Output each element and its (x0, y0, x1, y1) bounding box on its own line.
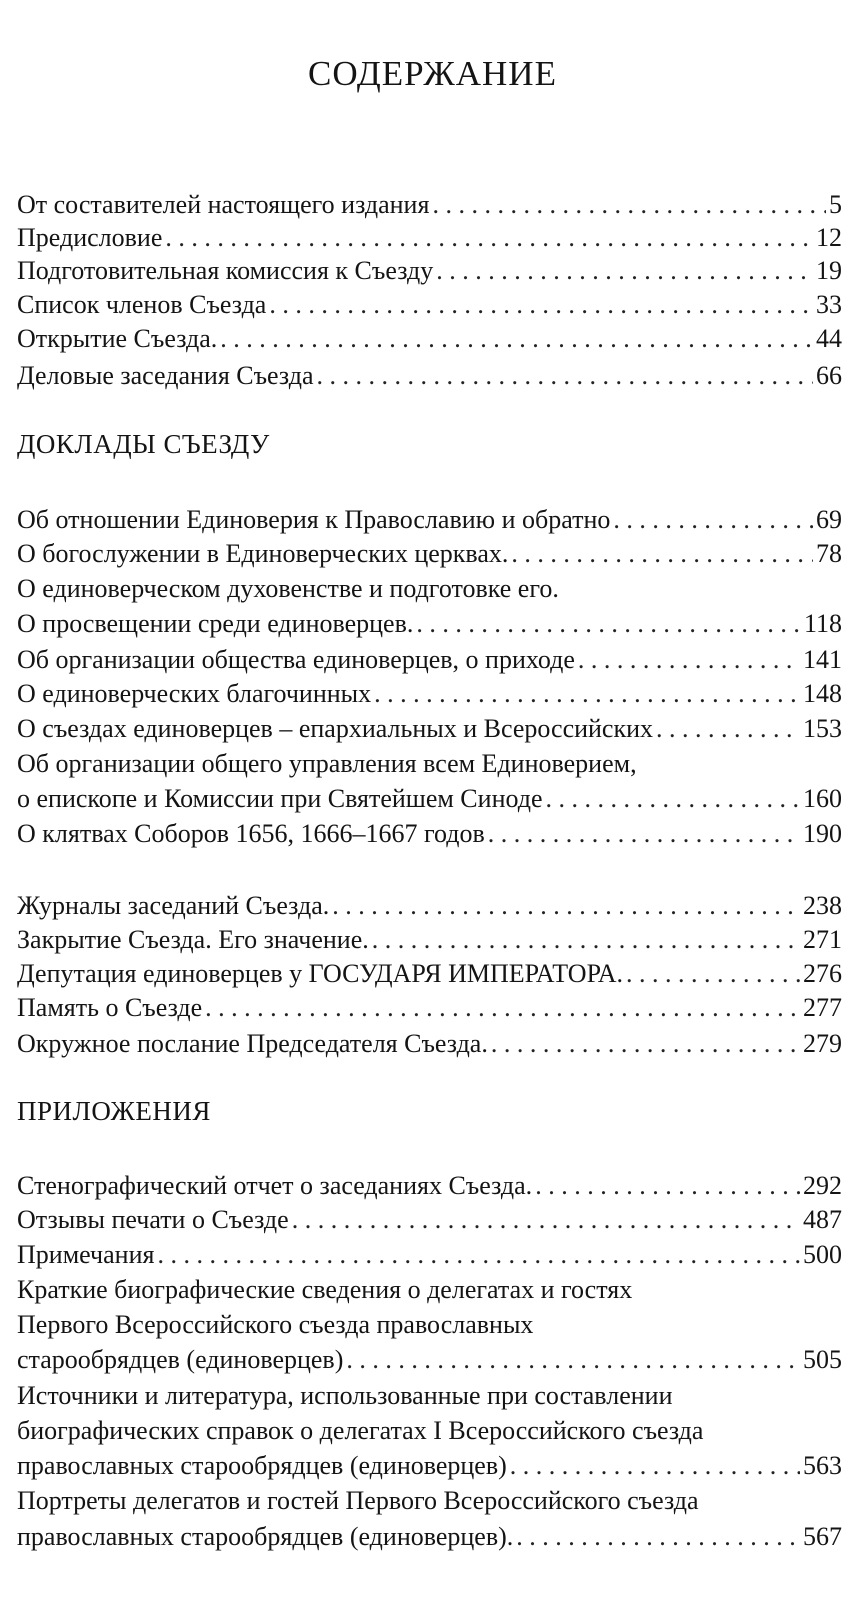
dot-leader (220, 320, 813, 358)
toc-entry-title: Подготовительная комиссия к Съезду (17, 256, 434, 285)
toc-entry-title: Стенографический отчет о заседаниях Съезда. (17, 1171, 533, 1200)
toc-entry-title: Примечания (17, 1240, 155, 1269)
toc-entry-title: православных старообрядцев (единоверцев). (17, 1522, 514, 1551)
toc-entry-page: 141 (803, 645, 842, 674)
dot-leader (491, 1025, 800, 1063)
dot-leader (317, 357, 814, 395)
toc-entry-page: 276 (803, 959, 842, 988)
dot-leader (269, 286, 813, 324)
toc-entry-title: Журналы заседаний Съезда. (17, 891, 330, 920)
toc-entry-title: Об организации общего управления всем Единоверием, (17, 749, 637, 778)
toc-entry-title: Деловые заседания Съезда (17, 361, 314, 390)
toc-entry-title: Первого Всероссийского съезда православных (17, 1310, 534, 1339)
toc-entry-title: Источники и литература, использованные при составлении (17, 1381, 673, 1410)
toc-entry[interactable] (17, 286, 842, 324)
dot-leader (516, 1518, 800, 1556)
toc-entry-title: Память о Съезде (17, 993, 203, 1022)
dot-leader (372, 921, 800, 959)
toc-entry-title: Об отношении Единоверия к Православию и обратно (17, 505, 611, 534)
dot-leader (346, 1341, 800, 1379)
toc-entry-page: 19 (816, 256, 842, 285)
toc-entry-title: православных старообрядцев (единоверцев) (17, 1451, 507, 1480)
toc-entry[interactable] (17, 1518, 842, 1556)
dot-leader (613, 501, 813, 539)
toc-entry-title: О просвещении среди единоверцев. (17, 609, 414, 638)
toc-entry-page: 160 (803, 784, 842, 813)
toc-entry[interactable] (17, 1341, 842, 1379)
toc-entry[interactable] (17, 887, 842, 925)
dot-leader (535, 1167, 800, 1205)
toc-entry[interactable] (17, 1447, 842, 1485)
toc-entry[interactable] (17, 1412, 842, 1450)
toc-entry-page: 505 (803, 1345, 842, 1374)
toc-entry-page: 66 (816, 361, 842, 390)
toc-entry-title: О клятвах Соборов 1656, 1666–1667 годов (17, 819, 485, 848)
toc-entry[interactable] (17, 252, 842, 290)
toc-entry[interactable] (17, 1377, 842, 1415)
toc-entry-page: 118 (803, 609, 842, 638)
toc-entry-page: 563 (803, 1451, 842, 1480)
toc-entry-title: Портреты делегатов и гостей Первого Всероссийского съезда (17, 1486, 699, 1515)
toc-entry-page: 153 (803, 714, 842, 743)
toc-entry[interactable] (17, 1167, 842, 1205)
toc-entry[interactable] (17, 675, 842, 713)
toc-entry[interactable] (17, 815, 842, 853)
toc-entry-page: 567 (803, 1522, 842, 1551)
toc-entry[interactable] (17, 535, 842, 573)
toc-entry-title: Краткие биографические сведения о делегатах и гостях (17, 1275, 633, 1304)
toc-entry[interactable] (17, 641, 842, 679)
toc-entry[interactable] (17, 501, 842, 539)
toc-entry-page: 190 (803, 819, 842, 848)
toc-entry[interactable] (17, 1236, 842, 1274)
dot-leader (416, 605, 801, 643)
toc-entry-page: 487 (803, 1205, 842, 1234)
toc-entry-page: 5 (829, 190, 842, 219)
toc-entry-title: О богослужении в Единоверческих церквах. (17, 539, 509, 568)
toc-entry-title: о епископе и Комиссии при Святейшем Синоде (17, 784, 543, 813)
toc-entry[interactable] (17, 1271, 842, 1309)
toc-entry[interactable] (17, 320, 842, 358)
dot-leader (546, 780, 801, 818)
toc-entry-page: 78 (816, 539, 842, 568)
toc-entry-title: старообрядцев (единоверцев) (17, 1345, 344, 1374)
dot-leader (488, 815, 800, 853)
toc-entry-title: биографических справок о делегатах I Всероссийского съезда (17, 1416, 704, 1445)
toc-entry-page: 69 (816, 505, 842, 534)
toc-entry-page: 44 (816, 324, 842, 353)
toc-entry[interactable] (17, 1025, 842, 1063)
toc-entry-page: 277 (803, 993, 842, 1022)
toc-entry[interactable] (17, 989, 842, 1027)
toc-entry-title: О съездах единоверцев – епархиальных и Всероссийских (17, 714, 654, 743)
toc-entry[interactable] (17, 710, 842, 748)
toc-entry-page: 12 (816, 223, 842, 252)
toc-entry-title: Открытие Съезда. (17, 324, 218, 353)
toc-entry-title: Окружное послание Председателя Съезда. (17, 1029, 488, 1058)
toc-entry[interactable] (17, 1201, 842, 1239)
dot-leader (292, 1201, 800, 1239)
dot-leader (510, 1447, 800, 1485)
dot-leader (656, 710, 800, 748)
toc-entry-title: Закрытие Съезда. Его значение. (17, 925, 369, 954)
toc-entry-page: 271 (803, 925, 842, 954)
dot-leader (436, 252, 813, 290)
dot-leader (511, 535, 813, 573)
dot-leader (157, 1236, 800, 1274)
toc-entry-page: 33 (816, 290, 842, 319)
dot-leader (205, 989, 800, 1027)
toc-entry-title: О единоверческих благочинных (17, 679, 372, 708)
toc-entry-title: От составителей настоящего издания (17, 190, 430, 219)
toc-entry-page: 238 (803, 891, 842, 920)
toc-entry[interactable] (17, 605, 842, 643)
toc-entry-page: 500 (803, 1240, 842, 1269)
toc-entry[interactable] (17, 780, 842, 818)
section-heading-reports: ДОКЛАДЫ СЪЕЗДУ (17, 429, 270, 459)
toc-entry-title: Предисловие (17, 223, 163, 252)
toc-entry-page: 148 (803, 679, 842, 708)
toc-entry-title: Депутация единоверцев у ГОСУДАРЯ ИМПЕРАТОРА. (17, 959, 623, 988)
toc-entry-title: Отзывы печати о Съезде (17, 1205, 289, 1234)
toc-entry[interactable] (17, 1482, 842, 1520)
toc-entry[interactable] (17, 1306, 842, 1344)
toc-entry[interactable] (17, 570, 842, 608)
toc-entry-page: 292 (803, 1171, 842, 1200)
toc-entry[interactable] (17, 745, 842, 783)
toc-entry-title: Об организации общества единоверцев, о приходе (17, 645, 575, 674)
dot-leader (578, 641, 800, 679)
dot-leader (374, 675, 800, 713)
section-heading-appendices: ПРИЛОЖЕНИЯ (17, 1096, 211, 1126)
toc-entry[interactable] (17, 921, 842, 959)
toc-entry-title: Список членов Съезда (17, 290, 267, 319)
page-title: СОДЕРЖАНИЕ (308, 54, 557, 93)
dot-leader (626, 955, 800, 993)
toc-entry-title: О единоверческом духовенстве и подготовке его. (17, 574, 559, 603)
toc-entry[interactable] (17, 357, 842, 395)
toc-entry-page: 279 (803, 1029, 842, 1058)
toc-entry[interactable] (17, 955, 842, 993)
dot-leader (332, 887, 800, 925)
